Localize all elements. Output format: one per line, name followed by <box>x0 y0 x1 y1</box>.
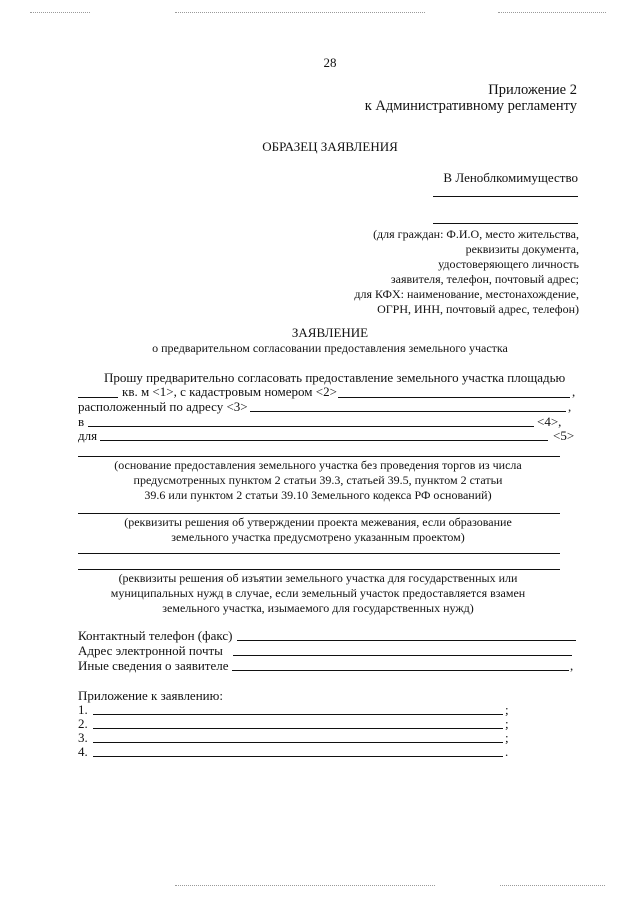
survey-field[interactable] <box>78 513 560 514</box>
survey-note-line: земельного участка предусмотрено указанным проектом) <box>171 530 465 544</box>
survey-note-line: (реквизиты решения об утверждении проекта межевания, если образование <box>124 515 512 529</box>
attachment-field[interactable] <box>93 728 503 729</box>
phone-field[interactable] <box>237 640 576 641</box>
address-field[interactable] <box>250 411 566 412</box>
applicant-hint-line: удостоверяющего личность <box>438 257 579 271</box>
attachment-number: 2. <box>78 716 88 731</box>
for-label: для <box>78 428 98 443</box>
appendix-line-1: Приложение 2 <box>488 82 577 98</box>
basis-field[interactable] <box>78 456 560 457</box>
attachment-sep: ; <box>505 716 509 731</box>
applicant-hint-line: заявителя, телефон, почтовый адрес; <box>390 272 579 286</box>
attachment-field[interactable] <box>93 742 503 743</box>
attachment-sep: ; <box>505 730 509 745</box>
scan-artifact <box>30 12 90 13</box>
attachment-number: 3. <box>78 730 88 745</box>
seizure-field-2[interactable] <box>78 569 560 570</box>
address-label: расположенный по адресу <3> <box>78 399 248 414</box>
other-info-field[interactable] <box>232 670 569 671</box>
seizure-field[interactable] <box>78 553 560 554</box>
seizure-note-line: муниципальных нужд в случае, если земельный участок предоставляется взамен <box>110 586 526 600</box>
phone-label: Контактный телефон (факс) <box>78 628 233 643</box>
applicant-line <box>433 223 578 224</box>
attachment-number: 1. <box>78 702 88 717</box>
purpose-field[interactable] <box>88 426 534 427</box>
comma: , <box>572 384 576 399</box>
basis-note <box>78 458 558 503</box>
comma: , <box>568 399 572 414</box>
other-info-label: Иные сведения о заявителе <box>78 658 229 673</box>
area-field[interactable] <box>78 397 118 398</box>
addressee-line <box>433 196 578 197</box>
applicant-hint-line: ОГРН, ИНН, почтовый адрес, телефон) <box>377 302 579 316</box>
basis-note-line: (основание предоставления земельного участка без проведения торгов из числа <box>114 458 522 472</box>
area-unit-text: кв. м <1>, с кадастровым номером <2> <box>122 384 337 399</box>
ref-5: <5> <box>553 428 575 443</box>
basis-note-line: предусмотренных пунктом 2 статьи 39.3, статьей 39.5, пунктом 2 статьи <box>133 473 503 487</box>
scan-artifact <box>500 885 605 886</box>
statement-subtitle: о предварительном согласовании предоставления земельного участка <box>152 341 508 355</box>
usage-field[interactable] <box>100 440 548 441</box>
scan-artifact <box>175 885 435 886</box>
attachments-title: Приложение к заявлению: <box>78 688 223 703</box>
applicant-hint-line: реквизиты документа, <box>465 242 579 256</box>
appendix-line-2: к Административному регламенту <box>364 98 577 114</box>
applicant-hint <box>300 227 579 317</box>
addressee: В Леноблкомимущество <box>443 170 578 185</box>
seizure-note <box>78 571 558 616</box>
page-number: 28 <box>323 55 337 70</box>
email-field[interactable] <box>233 655 572 656</box>
attachment-number: 4. <box>78 744 88 759</box>
attachment-sep: . <box>505 744 509 759</box>
attachment-field[interactable] <box>93 714 503 715</box>
in-label: в <box>78 414 85 429</box>
statement-title: ЗАЯВЛЕНИЕ <box>291 325 369 340</box>
basis-note-line: 39.6 или пунктом 2 статьи 39.10 Земельного кодекса РФ оснований) <box>144 488 492 502</box>
seizure-note-line: (реквизиты решения об изъятии земельного участка для государственных или <box>118 571 518 585</box>
cadastral-number-field[interactable] <box>338 397 570 398</box>
scan-artifact <box>498 12 606 13</box>
attachment-field[interactable] <box>93 756 503 757</box>
seizure-note-line: земельного участка, изымаемого для государственных нужд) <box>162 601 474 615</box>
applicant-hint-line: (для граждан: Ф.И.О, место жительства, <box>373 227 579 241</box>
survey-note <box>78 515 558 545</box>
sample-title: ОБРАЗЕЦ ЗАЯВЛЕНИЯ <box>262 139 398 154</box>
request-text: Прошу предварительно согласовать предоставление земельного участка площадью <box>104 370 566 385</box>
scan-artifact <box>175 12 425 13</box>
attachment-sep: ; <box>505 702 509 717</box>
email-label: Адрес электронной почты <box>78 643 223 658</box>
applicant-hint-line: для КФХ: наименование, местонахождение, <box>354 287 579 301</box>
comma: , <box>570 658 574 673</box>
ref-4: <4>, <box>537 414 562 429</box>
